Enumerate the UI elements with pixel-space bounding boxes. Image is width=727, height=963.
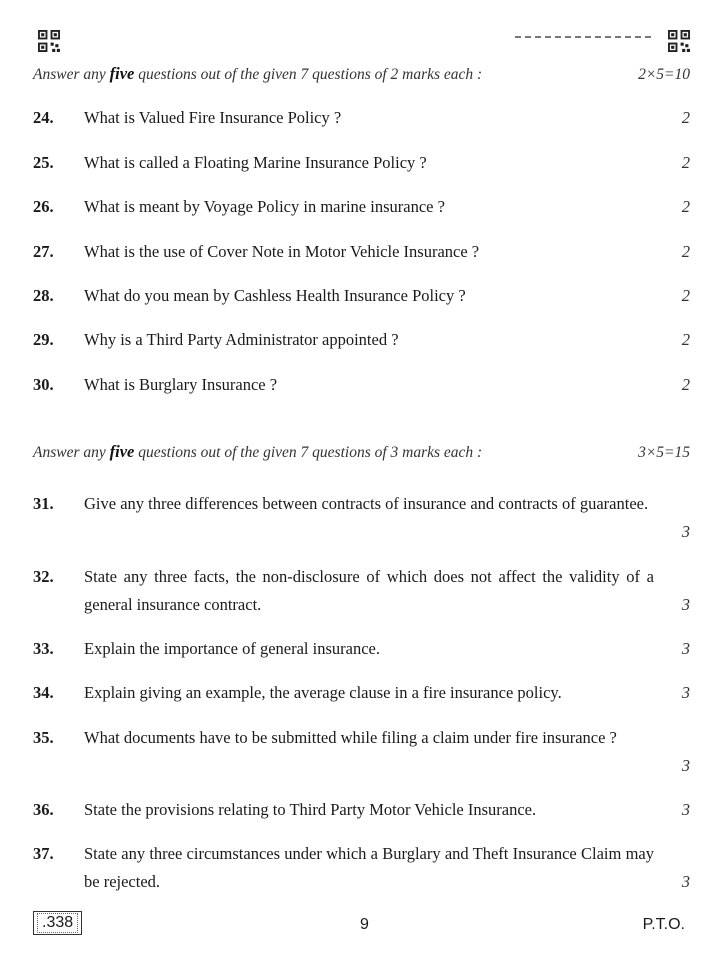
- pto-label: P.T.O.: [642, 916, 685, 933]
- section-instruction: Answer any five questions out of the given 7 questions of 2 marks each : 2×5=10: [33, 64, 690, 83]
- qr-code-icon: [668, 30, 690, 52]
- section-instruction: Answer any five questions out of the given 7 questions of 3 marks each : 3×5=15: [33, 442, 690, 461]
- header-rule: [515, 36, 651, 38]
- section-marks-total: 2×5=10: [638, 66, 690, 83]
- section-marks-total: 3×5=15: [638, 444, 690, 461]
- paper-code: .338: [37, 913, 78, 933]
- page-number: 9: [360, 916, 369, 933]
- qr-code-icon: [38, 30, 60, 52]
- paper-code-box: [33, 911, 82, 935]
